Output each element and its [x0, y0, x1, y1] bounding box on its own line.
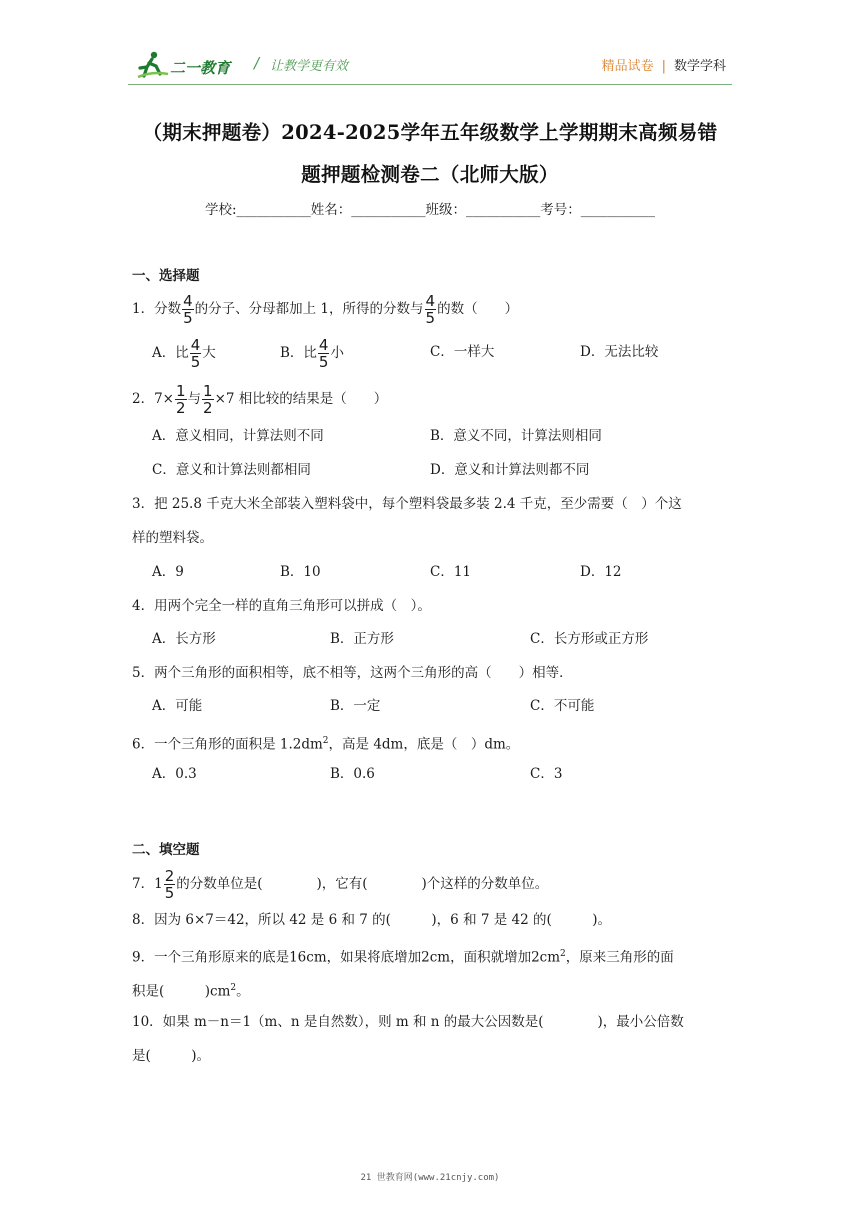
question-9-line1 [132, 944, 674, 968]
question-2 [132, 384, 387, 415]
question-8: 8．因为 6×7＝42，所以 42 是 6 和 7 的( )，6 和 7 是 42 的( )。 [132, 912, 612, 928]
badge-left: 精品试卷 [601, 59, 654, 74]
q9-post: ，原来三角形的面 [565, 949, 674, 966]
q6-option-c[interactable]: C．3 [530, 766, 563, 782]
option-text: 大 [202, 345, 216, 361]
badge-separator: | [661, 59, 666, 74]
fraction [190, 338, 202, 369]
q1-post: 的数（ ） [437, 301, 519, 317]
superscript: 2 [230, 983, 237, 993]
q3-option-c[interactable]: C．11 [430, 564, 472, 580]
question-4: 4．用两个完全一样的直角三角形可以拼成（ ）。 [132, 598, 431, 614]
numerator: 1 [176, 382, 186, 400]
q1-option-d[interactable]: D．无法比较 [580, 344, 659, 360]
question-3-line1: 3．把 25.8 千克大米全部装入塑料袋中，每个塑料袋最多装 2.4 千克，至少需要（ ）个这 [132, 496, 682, 512]
q5-option-b[interactable]: B．一定 [330, 698, 381, 714]
q1-pre: 1．分数 [132, 301, 182, 317]
option-text: A．比 [152, 345, 189, 361]
fraction [425, 294, 437, 325]
q6-pre: 6．一个三角形的面积是 1.2dm [132, 736, 323, 753]
page-footer: 21 世教育网(www.21cnjy.com) [360, 1173, 500, 1183]
q2-post: ×7 相比较的结果是（ ） [214, 391, 388, 407]
question-1 [132, 294, 518, 325]
student-info-line: 学校:___________姓名：___________班级：___________考号：___________ [204, 202, 656, 218]
q9-line2-pre: 积是( )cm [132, 983, 231, 1000]
page-title-line2: 题押题检测卷二（北师大版） [301, 163, 559, 186]
q3-option-b[interactable]: B．10 [280, 564, 321, 580]
denominator: 2 [203, 399, 213, 417]
runner-logo-icon [136, 50, 170, 80]
question-7 [132, 869, 548, 900]
q2-option-b[interactable]: B．意义不同，计算法则相同 [430, 428, 602, 444]
q4-option-a[interactable]: A．长方形 [152, 631, 216, 647]
question-3-line2: 样的塑料袋。 [132, 530, 213, 546]
q6-option-a[interactable]: A．0.3 [152, 766, 197, 782]
superscript: 2 [322, 736, 329, 746]
q2-option-d[interactable]: D．意义和计算法则都不同 [430, 462, 590, 478]
fraction [182, 294, 194, 325]
option-text: B．比 [280, 345, 317, 361]
q9-pre: 9．一个三角形原来的底是16cm，如果将底增加2cm，面积就增加2cm [132, 949, 561, 966]
section-heading-choice: 一、选择题 [132, 268, 200, 284]
slogan-separator: / [254, 54, 260, 72]
fraction [318, 338, 330, 369]
q1-option-a[interactable] [152, 338, 216, 369]
denominator: 5 [164, 884, 175, 902]
numerator: 1 [203, 382, 213, 400]
denominator: 5 [318, 353, 329, 371]
logo-text: 二一教育 [170, 59, 231, 77]
denominator: 5 [183, 309, 193, 327]
numerator: 4 [425, 292, 436, 310]
page-title-line1: （期末押题卷）2024-2025学年五年级数学上学期期末高频易错 [142, 121, 718, 144]
q6-option-b[interactable]: B．0.6 [330, 766, 375, 782]
q5-option-c[interactable]: C．不可能 [530, 698, 595, 714]
fraction [175, 384, 187, 415]
question-5: 5．两个三角形的面积相等，底不相等，这两个三角形的高（ ）相等． [132, 665, 573, 681]
denominator: 5 [425, 309, 436, 327]
q3-option-d[interactable]: D．12 [580, 564, 622, 580]
q2-mid: 与 [187, 391, 202, 407]
denominator: 2 [176, 399, 186, 417]
numerator: 4 [318, 336, 329, 354]
question-9-line2 [132, 978, 250, 1002]
q1-option-c[interactable]: C．一样大 [430, 344, 495, 360]
header-divider [128, 84, 732, 85]
q2-pre: 2．7× [132, 391, 174, 407]
q5-option-a[interactable]: A．可能 [152, 698, 203, 714]
subject-badge [602, 55, 726, 74]
superscript: 2 [560, 949, 566, 959]
numerator: 4 [190, 336, 201, 354]
logo [136, 50, 246, 82]
slogan: 让教学更有效 [270, 59, 349, 74]
question-6 [132, 731, 519, 755]
page-header [128, 44, 732, 84]
q3-option-a[interactable]: A．9 [152, 564, 184, 580]
q6-post: ，高是 4dm，底是（ ）dm。 [328, 736, 520, 753]
q1-mid: 的分子、分母都加上 1，所得的分数与 [194, 301, 424, 317]
q4-option-b[interactable]: B．正方形 [330, 631, 394, 647]
option-text: 小 [330, 345, 344, 361]
question-10-line2: 是( )。 [132, 1048, 211, 1064]
numerator: 4 [183, 292, 193, 310]
q4-option-c[interactable]: C．长方形或正方形 [530, 631, 649, 647]
fraction [164, 869, 176, 900]
q2-option-c[interactable]: C．意义和计算法则都相同 [152, 462, 311, 478]
fraction [202, 384, 214, 415]
badge-right: 数学学科 [673, 59, 726, 74]
q7-post: 的分数单位是( )，它有( )个这样的分数单位。 [176, 876, 549, 892]
numerator: 2 [164, 867, 175, 885]
q7-pre: 7．1 [132, 876, 163, 892]
q2-option-a[interactable]: A．意义相同，计算法则不同 [152, 428, 324, 444]
q9-line2-post: 。 [236, 983, 250, 1000]
denominator: 5 [190, 353, 201, 371]
question-10-line1: 10．如果 m－n＝1（m、n 是自然数），则 m 和 n 的最大公因数是( )，最小公倍数 [132, 1014, 684, 1030]
q1-option-b[interactable] [280, 338, 344, 369]
section-heading-fill: 二、填空题 [132, 842, 200, 858]
